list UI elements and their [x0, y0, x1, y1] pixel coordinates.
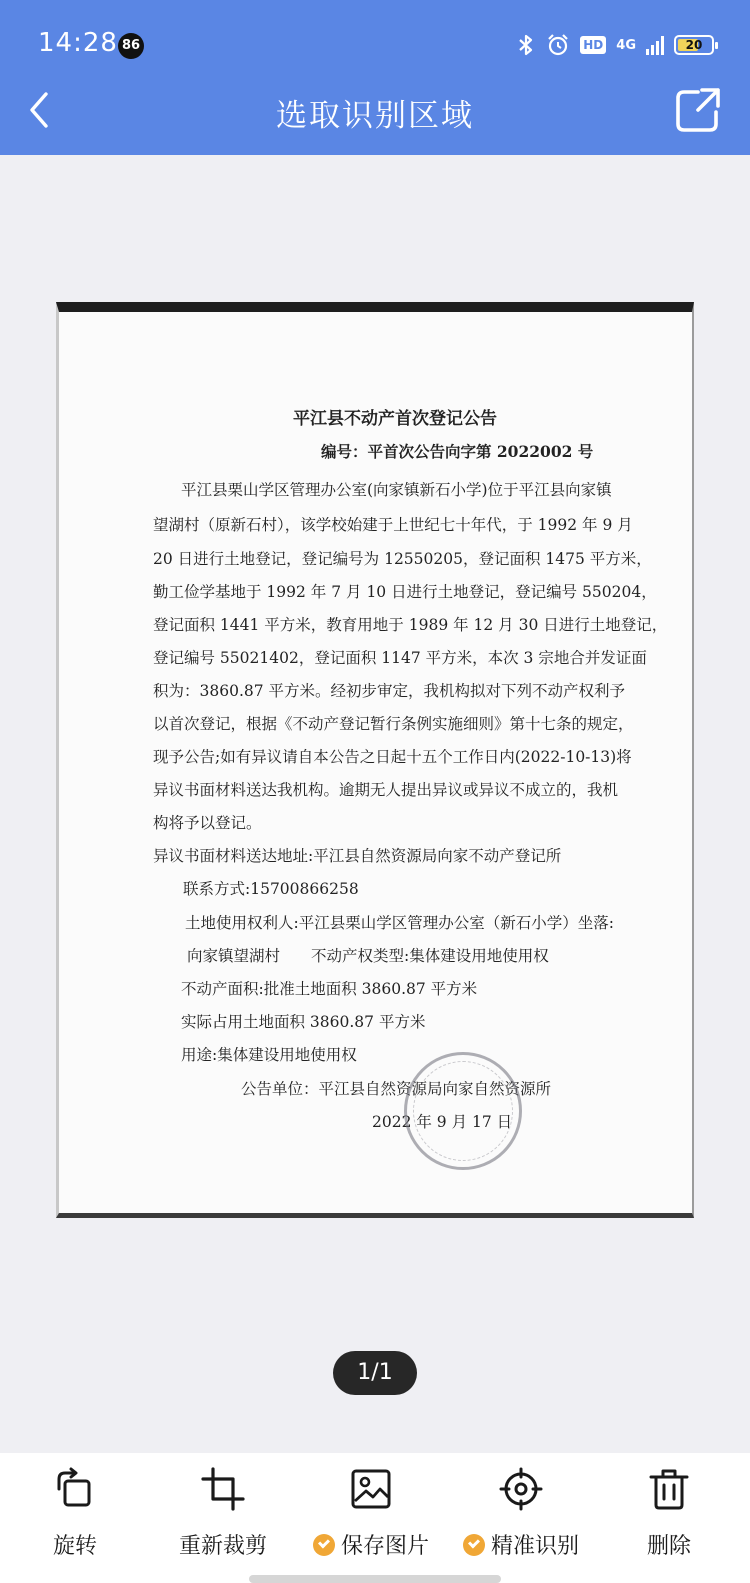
status-time: 14:28 [38, 28, 118, 58]
page-title: 选取识别区域 [276, 98, 474, 134]
precise-ocr-button[interactable] [446, 1467, 596, 1567]
document-heading: 平江县不动产首次登记公告 [293, 409, 497, 429]
save-image-label: 保存图片 [340, 1534, 429, 1559]
vip-badge-icon [313, 1534, 335, 1556]
battery-icon [674, 35, 714, 55]
target-icon [499, 1467, 543, 1511]
signal-icon [646, 35, 664, 55]
top-bar [0, 0, 750, 155]
page-indicator: 1/1 [333, 1351, 417, 1395]
share-button[interactable] [674, 86, 722, 134]
document-line: 不动产面积:批准土地面积 3860.87 平方米 [181, 980, 478, 998]
delete-label: 删除 [646, 1534, 691, 1559]
recrop-button[interactable] [148, 1467, 298, 1567]
document-line: 现予公告;如有异议请自本公告之日起十五个工作日内(2022-10-13)将 [153, 748, 632, 766]
document-line: 平江县栗山学区管理办公室(向家镇新石小学)位于平江县向家镇 [181, 481, 612, 499]
status-icons [516, 30, 714, 60]
image-icon [349, 1467, 393, 1511]
document-line: 以首次登记，根据《不动产登记暂行条例实施细则》第十七条的规定， [153, 715, 634, 733]
precise-ocr-label: 精准识别 [490, 1534, 579, 1559]
document-line: 公告单位：平江县自然资源局向家自然资源所 [241, 1080, 552, 1098]
document-line: 向家镇望湖村 不动产权类型:集体建设用地使用权 [187, 947, 549, 965]
recrop-label: 重新裁剪 [178, 1534, 267, 1559]
save-image-button[interactable] [296, 1467, 446, 1567]
document-line: 勤工俭学基地于 1992 年 7 月 10 日进行土地登记，登记编号 550204， [153, 583, 657, 601]
document-line: 登记面积 1441 平方米，教育用地于 1989 年 12 月 30 日进行土地登记， [153, 616, 668, 634]
trash-icon [647, 1467, 691, 1511]
rotate-label: 旋转 [52, 1534, 97, 1559]
vip-badge-icon [463, 1534, 485, 1556]
network-type: 4G [616, 37, 636, 53]
document-line: 望湖村（原新石村），该学校始建于上世纪七十年代，于 1992 年 9 月 [153, 516, 633, 534]
rotate-button[interactable] [0, 1467, 150, 1567]
document-line: 实际占用土地面积 3860.87 平方米 [181, 1013, 426, 1031]
document-line: 联系方式:15700866258 [183, 880, 359, 898]
official-seal [404, 1052, 522, 1170]
document-date: 2022 年 9 月 17 日 [372, 1113, 513, 1131]
document-line: 用途:集体建设用地使用权 [181, 1046, 357, 1064]
home-indicator[interactable] [249, 1575, 501, 1583]
hd-badge: HD [580, 36, 606, 54]
rotate-icon [53, 1467, 97, 1511]
delete-button[interactable] [594, 1467, 744, 1567]
bottom-toolbar [0, 1453, 750, 1583]
battery-level: 20 [685, 38, 703, 52]
alarm-icon [546, 33, 570, 57]
document-line: 异议书面材料送达地址:平江县自然资源局向家不动产登记所 [153, 847, 562, 865]
document-line: 异议书面材料送达我机构。逾期无人提出异议或异议不成立的，我机 [153, 781, 619, 799]
document-number: 编号：平首次公告向字第 2022002 号 [321, 442, 594, 461]
document-line: 土地使用权利人:平江县栗山学区管理办公室（新石小学）坐落: [185, 914, 614, 932]
bluetooth-icon [516, 33, 536, 57]
document-line: 积为：3860.87 平方米。经初步审定，我机构拟对下列不动产权利予 [153, 682, 626, 700]
notification-badge: 86 [118, 33, 144, 59]
document-line: 20 日进行土地登记，登记编号为 12550205，登记面积 1475 平方米， [153, 550, 652, 568]
document-line: 登记编号 55021402，登记面积 1147 平方米，本次 3 宗地合并发证面 [153, 649, 647, 667]
document-line: 构将予以登记。 [153, 814, 262, 832]
crop-icon [201, 1467, 245, 1511]
status-bar [0, 0, 750, 90]
document-image[interactable] [56, 302, 694, 1218]
